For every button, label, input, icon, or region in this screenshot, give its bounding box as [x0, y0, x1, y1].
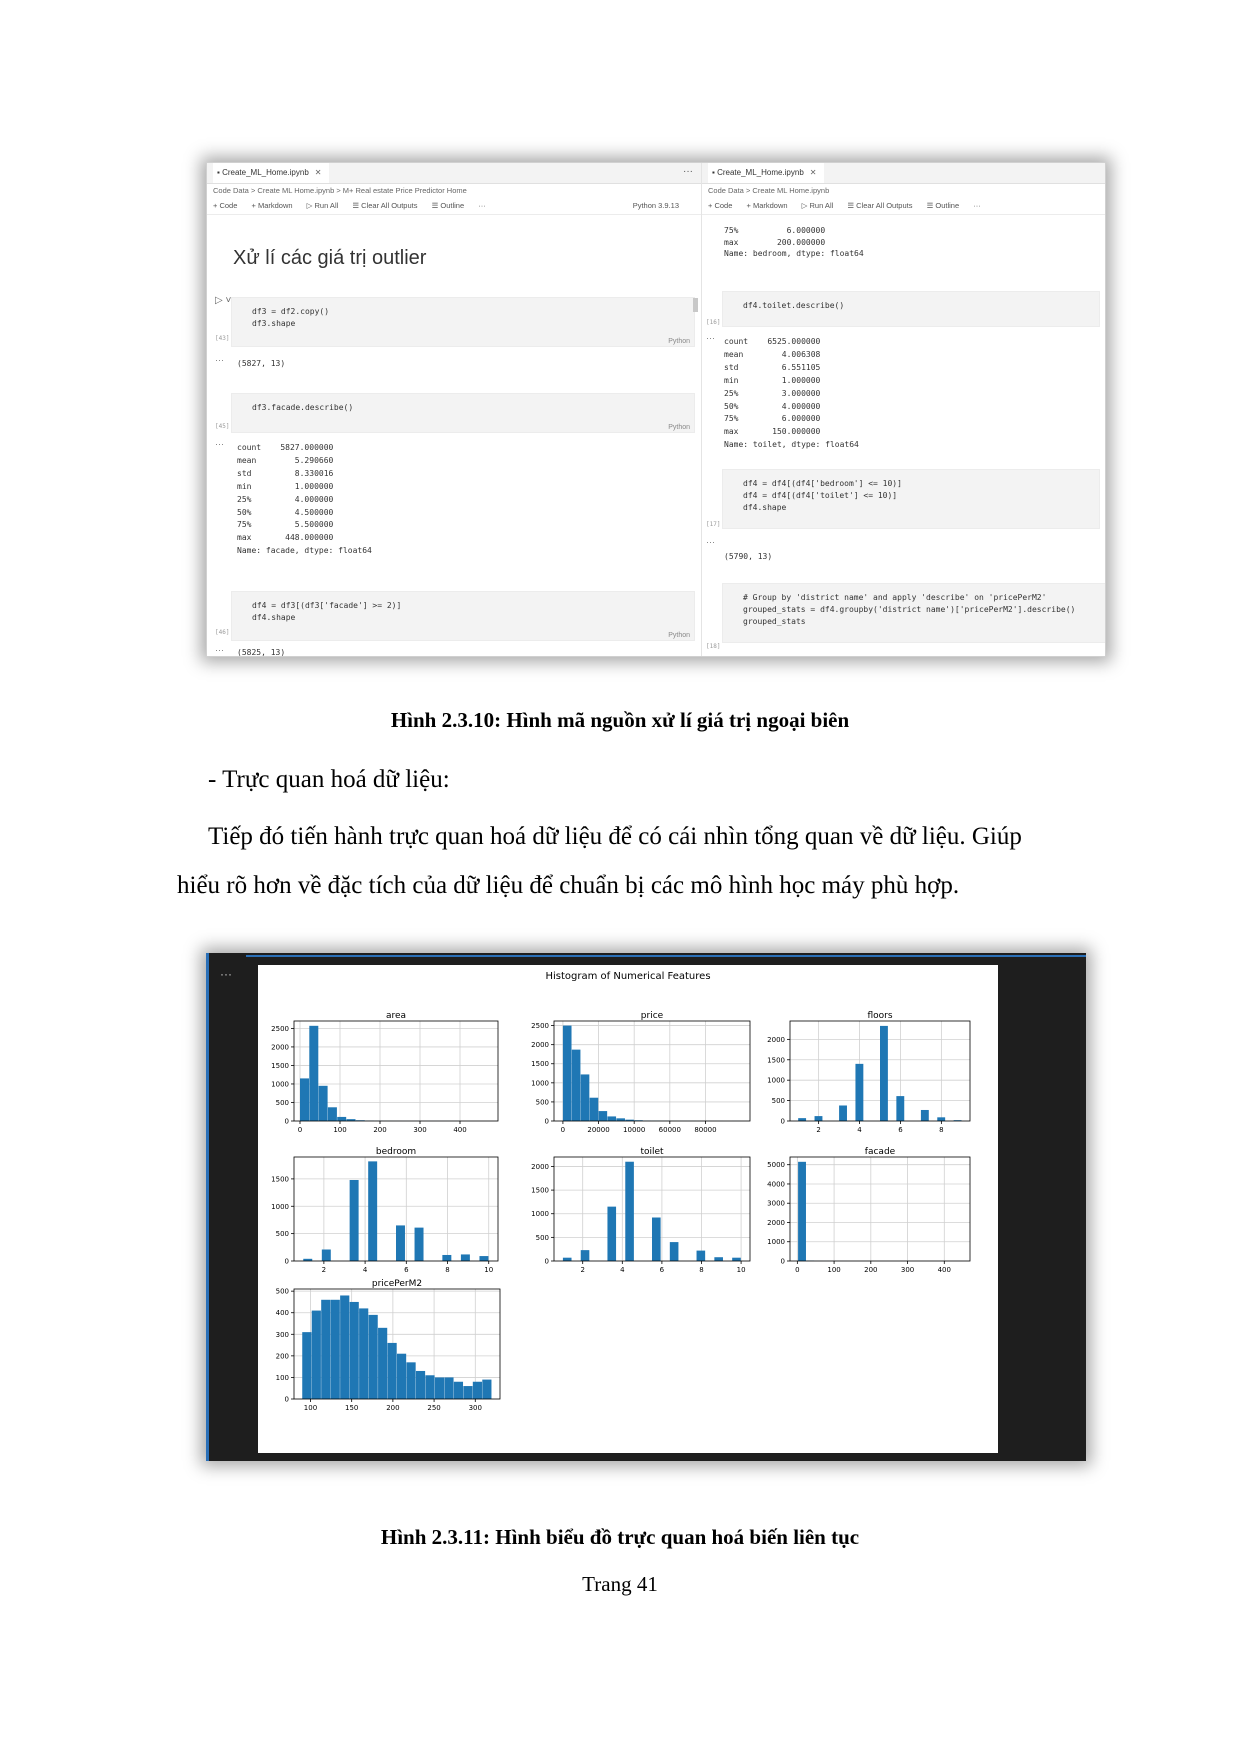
- cell-execution-count: [16]: [706, 319, 721, 326]
- cell-execution-count: [46]: [215, 629, 230, 636]
- histogram-bar: [378, 1328, 387, 1399]
- x-tick-label: 80000: [694, 1126, 717, 1134]
- x-tick-label: 6: [404, 1266, 409, 1274]
- x-tick-label: 100: [303, 1404, 318, 1412]
- histogram-bar: [896, 1096, 904, 1121]
- x-tick-label: 8: [699, 1266, 704, 1274]
- histogram-bar: [340, 1295, 349, 1399]
- histogram-bar: [839, 1105, 847, 1121]
- x-tick-label: 200: [373, 1126, 387, 1134]
- histogram-bar: [406, 1362, 415, 1399]
- y-tick-label: 2000: [531, 1162, 549, 1171]
- right-notebook-pane: [701, 163, 1106, 656]
- add-code-button[interactable]: + Code: [213, 201, 238, 210]
- outline-button[interactable]: ☰ Outline: [926, 201, 960, 210]
- y-tick-label: 1000: [531, 1210, 549, 1219]
- cell-execution-count: [17]: [706, 521, 721, 528]
- histogram-bar: [331, 1300, 340, 1399]
- histogram-bar: [302, 1332, 311, 1399]
- y-tick-label: 3000: [767, 1199, 785, 1208]
- page-number: Trang 41: [582, 1572, 658, 1596]
- x-tick-label: 4: [362, 1266, 368, 1274]
- run-all-button[interactable]: ▷ Run All: [801, 201, 834, 210]
- histogram-bar: [396, 1225, 405, 1261]
- histogram-bar: [319, 1086, 328, 1121]
- cell-code: # Group by 'district name' and apply 'describe' on 'pricePerM2' grouped_stats = df4.groupby('district name')['pricePerM2'].describe() grouped_stats: [743, 593, 1076, 626]
- histogram-bar: [479, 1256, 488, 1261]
- x-tick-label: 0: [297, 1126, 303, 1134]
- x-tick-label: 300: [900, 1266, 915, 1274]
- x-tick-label: 20000: [587, 1126, 610, 1134]
- histogram-bar: [714, 1257, 723, 1261]
- y-tick-label: 2000: [767, 1035, 785, 1044]
- histogram-bar: [697, 1251, 706, 1261]
- histogram-bar: [798, 1118, 806, 1121]
- y-tick-label: 500: [275, 1287, 289, 1296]
- histogram-bar: [921, 1110, 929, 1121]
- paragraph-line: Tiếp đó tiến hành trực quan hoá dữ liệu để có cái nhìn tổng quan về dữ liệu. Giúp: [208, 823, 1022, 850]
- add-code-button[interactable]: + Code: [708, 201, 733, 210]
- histogram-bar: [563, 1258, 572, 1261]
- y-tick-label: 1500: [531, 1186, 549, 1195]
- y-tick-label: 500: [275, 1230, 289, 1239]
- add-markdown-button[interactable]: + Markdown: [746, 201, 788, 210]
- histogram-bar: [454, 1382, 463, 1399]
- left-tab-title: Create_ML_Home.ipynb: [222, 168, 309, 177]
- code-cell[interactable]: [722, 583, 1106, 643]
- chart-title: Histogram of Numerical Features: [545, 971, 711, 982]
- y-tick-label: 1000: [271, 1080, 289, 1089]
- histogram-bar: [880, 1026, 888, 1121]
- subplot-title: floors: [867, 1011, 893, 1021]
- toolbar-more-button[interactable]: ···: [478, 201, 486, 210]
- histogram-bar: [359, 1308, 368, 1399]
- histogram-grid-chart: [258, 965, 998, 1453]
- x-tick-label: 2: [580, 1266, 585, 1274]
- x-tick-label: 400: [453, 1126, 467, 1134]
- x-tick-label: 60000: [658, 1126, 681, 1134]
- scrollbar-thumb[interactable]: [693, 298, 698, 312]
- cell-output: (5825, 13): [237, 648, 286, 656]
- histogram-bar: [350, 1302, 359, 1399]
- subplot-title: area: [385, 1011, 407, 1021]
- close-icon[interactable]: ✕: [809, 168, 817, 177]
- x-tick-label: 0: [560, 1126, 566, 1134]
- y-tick-label: 0: [544, 1117, 549, 1126]
- right-tab-bar: [702, 163, 1106, 184]
- histogram-bar: [321, 1300, 330, 1399]
- cell-language: Python: [668, 632, 690, 639]
- y-tick-label: 1500: [767, 1056, 785, 1065]
- histogram-bar: [415, 1228, 424, 1261]
- toolbar-more-button[interactable]: ···: [973, 201, 981, 210]
- right-notebook-toolbar: [702, 198, 1106, 215]
- outline-button[interactable]: ☰ Outline: [431, 201, 465, 210]
- x-tick-label: 300: [413, 1126, 427, 1134]
- cell-execution-count: [18]: [706, 643, 721, 650]
- subplot-title: pricePerM2: [371, 1279, 423, 1289]
- histogram-bar: [607, 1116, 616, 1121]
- output-ellipsis: ···: [215, 645, 224, 655]
- y-tick-label: 2500: [531, 1022, 549, 1031]
- histogram-bar: [815, 1116, 823, 1121]
- output-ellipsis: ···: [706, 537, 715, 547]
- x-tick-label: 400: [937, 1266, 951, 1274]
- histogram-bar: [435, 1377, 444, 1399]
- y-tick-label: 2000: [767, 1218, 785, 1227]
- cell-output: 75% 6.000000 max 200.000000 Name: bedroom, dtype: float64: [724, 226, 864, 258]
- cell-output: count 5827.000000 mean 5.290660 std 8.330016 min 1.000000 25% 4.000000 50% 4.500000 75% 5.500000 max 448.000000 Name: facade, dtype: float64: [237, 443, 372, 556]
- histogram-bar: [300, 1078, 309, 1121]
- y-tick-label: 2500: [271, 1024, 289, 1033]
- more-actions-icon[interactable]: ···: [683, 166, 693, 177]
- y-tick-label: 1000: [531, 1079, 549, 1088]
- y-tick-label: 5000: [767, 1161, 785, 1170]
- cell-focus-indicator: [206, 953, 209, 1461]
- y-tick-label: 500: [535, 1233, 549, 1242]
- y-tick-label: 300: [275, 1330, 289, 1339]
- y-tick-label: 400: [275, 1309, 289, 1318]
- y-tick-label: 1500: [531, 1060, 549, 1069]
- cell-code: df3.facade.describe(): [252, 403, 354, 412]
- add-markdown-button[interactable]: + Markdown: [251, 201, 293, 210]
- x-tick-label: 200: [386, 1404, 400, 1412]
- code-cell[interactable]: [231, 297, 695, 347]
- histogram-bar: [350, 1180, 359, 1261]
- code-cell[interactable]: [722, 469, 1100, 529]
- y-tick-label: 2000: [271, 1043, 289, 1052]
- cell-output: count 6525.000000 mean 4.006308 std 6.551105 min 1.000000 25% 3.000000 50% 4.000000 75% 6.000000 max 150.000000 Name: toilet, dtype: float64: [724, 337, 859, 450]
- histogram-bar: [581, 1074, 590, 1121]
- focus-border: [246, 955, 1086, 957]
- histogram-bar: [937, 1117, 945, 1121]
- clear-outputs-button[interactable]: ☰ Clear All Outputs: [847, 201, 913, 210]
- right-tab-title: Create_ML_Home.ipynb: [717, 168, 804, 177]
- figure-caption: Hình 2.3.10: Hình mã nguồn xử lí giá trị ngoại biên: [390, 708, 850, 732]
- cell-language: Python: [668, 424, 690, 431]
- y-tick-label: 0: [284, 1117, 289, 1126]
- histogram-bar: [309, 1026, 318, 1121]
- cell-code: df4.toilet.describe(): [743, 301, 845, 310]
- cell-output: (5827, 13): [237, 359, 286, 368]
- y-tick-label: 0: [544, 1257, 549, 1266]
- subplot-title: facade: [864, 1147, 896, 1157]
- left-notebook-pane: [207, 163, 701, 656]
- histogram-screenshot-figure: [206, 953, 1086, 1461]
- y-tick-label: 0: [284, 1395, 289, 1404]
- y-tick-label: 0: [284, 1257, 289, 1266]
- cell-language: Python: [668, 338, 690, 345]
- histogram-bar: [732, 1258, 741, 1261]
- y-tick-label: 1000: [767, 1076, 785, 1085]
- right-breadcrumb: Code Data > Create ML Home.ipynb: [708, 186, 830, 195]
- histogram-bar: [599, 1111, 608, 1121]
- left-notebook-tab[interactable]: [213, 163, 329, 183]
- figure-caption: Hình 2.3.11: Hình biểu đồ trực quan hoá biến liên tục: [380, 1525, 860, 1549]
- code-cell[interactable]: [231, 393, 695, 433]
- histogram-bar: [463, 1386, 472, 1399]
- output-ellipsis: ···: [215, 355, 224, 365]
- code-cell[interactable]: [231, 591, 695, 641]
- histogram-bar: [397, 1354, 406, 1399]
- y-tick-label: 1500: [271, 1175, 289, 1184]
- output-ellipsis: ···: [706, 333, 715, 343]
- y-tick-label: 1000: [767, 1238, 785, 1247]
- histogram-bar: [337, 1117, 346, 1121]
- y-tick-label: 1500: [271, 1061, 289, 1070]
- histogram-bar: [369, 1315, 378, 1399]
- x-tick-label: 250: [427, 1404, 441, 1412]
- histogram-bar: [670, 1242, 679, 1261]
- close-icon[interactable]: ✕: [314, 168, 322, 177]
- histogram-bar: [581, 1250, 590, 1261]
- x-tick-label: 150: [344, 1404, 359, 1412]
- output-ellipsis: ···: [215, 439, 224, 449]
- histogram-bar: [563, 1026, 572, 1121]
- histogram-bar: [312, 1311, 321, 1399]
- x-tick-label: 2: [816, 1126, 821, 1134]
- notebook-file-icon: ▪: [217, 168, 223, 177]
- y-tick-label: 2000: [531, 1041, 549, 1050]
- x-tick-label: 300: [468, 1404, 482, 1412]
- left-notebook-toolbar: [207, 198, 701, 215]
- cell-code: df3 = df2.copy() df3.shape: [252, 307, 330, 328]
- y-tick-label: 4000: [767, 1180, 785, 1189]
- code-screenshot-figure: [206, 162, 1106, 657]
- histogram-bar: [322, 1250, 331, 1261]
- left-breadcrumb: Code Data > Create ML Home.ipynb > M+ Real estate Price Predictor Home: [213, 186, 467, 195]
- x-tick-label: 6: [898, 1126, 903, 1134]
- histogram-bar: [388, 1343, 397, 1399]
- histogram-bar: [425, 1375, 434, 1399]
- right-notebook-tab[interactable]: [708, 163, 824, 183]
- histogram-bar: [368, 1161, 377, 1261]
- x-tick-label: 10000: [623, 1126, 646, 1134]
- histogram-bar: [572, 1050, 581, 1121]
- histogram-bar: [625, 1162, 634, 1261]
- x-tick-label: 100: [827, 1266, 841, 1274]
- histogram-bar: [473, 1382, 482, 1399]
- plot-canvas: [258, 965, 998, 1453]
- cell-code: df4 = df4[(df4['bedroom'] <= 10)] df4 = df4[(df4['toilet'] <= 10)] df4.shape: [743, 479, 902, 512]
- x-tick-label: 100: [333, 1126, 347, 1134]
- x-tick-label: 0: [795, 1266, 800, 1274]
- histogram-bar: [607, 1207, 616, 1261]
- y-tick-label: 0: [780, 1117, 785, 1126]
- subplot-title: toilet: [640, 1147, 664, 1157]
- histogram-bar: [590, 1098, 599, 1121]
- y-tick-label: 200: [275, 1352, 289, 1361]
- markdown-heading: Xử lí các giá trị outlier: [233, 247, 427, 269]
- axes-frame: [790, 1157, 970, 1261]
- histogram-bar: [652, 1218, 661, 1261]
- x-tick-label: 8: [445, 1266, 450, 1274]
- x-tick-label: 8: [939, 1126, 944, 1134]
- x-tick-label: 4: [857, 1126, 862, 1134]
- bullet-heading: - Trực quan hoá dữ liệu:: [208, 766, 450, 793]
- histogram-bar: [442, 1255, 451, 1261]
- cell-output: (5790, 13): [724, 552, 773, 561]
- cell-code: df4 = df3[(df3['facade'] >= 2)] df4.shape: [252, 601, 402, 622]
- histogram-bar: [616, 1118, 625, 1121]
- y-tick-label: 500: [275, 1098, 289, 1107]
- code-cell[interactable]: [722, 291, 1100, 327]
- histogram-bar: [798, 1162, 806, 1261]
- kernel-selector[interactable]: Python 3.9.13: [632, 201, 679, 210]
- subplot-title: price: [640, 1011, 664, 1021]
- run-all-button[interactable]: ▷ Run All: [306, 201, 339, 210]
- y-tick-label: 500: [771, 1097, 785, 1106]
- subplot-title: bedroom: [375, 1147, 417, 1157]
- notebook-file-icon: ▪: [712, 168, 718, 177]
- y-tick-label: 100: [275, 1373, 289, 1382]
- x-tick-label: 6: [659, 1266, 665, 1274]
- cell-execution-count: [43]: [215, 335, 230, 342]
- x-tick-label: 10: [736, 1266, 746, 1274]
- x-tick-label: 4: [620, 1266, 625, 1274]
- y-tick-label: 0: [780, 1257, 785, 1266]
- y-tick-label: 1000: [271, 1202, 289, 1211]
- paragraph-line: hiểu rõ hơn về đặc tích của dữ liệu để chuẩn bị các mô hình học máy phù hợp.: [177, 872, 960, 899]
- cell-execution-count: [45]: [215, 423, 230, 430]
- x-tick-label: 2: [321, 1266, 327, 1274]
- histogram-bar: [416, 1371, 425, 1399]
- more-actions-icon[interactable]: ···: [220, 967, 232, 981]
- y-tick-label: 500: [535, 1098, 549, 1107]
- clear-outputs-button[interactable]: ☰ Clear All Outputs: [352, 201, 418, 210]
- run-cell-icon[interactable]: ▷ ˅: [215, 295, 232, 306]
- histogram-bar: [328, 1107, 337, 1121]
- histogram-bar: [855, 1064, 863, 1121]
- histogram-bar: [461, 1254, 470, 1261]
- histogram-bar: [444, 1377, 453, 1399]
- x-tick-label: 200: [864, 1266, 878, 1274]
- left-tab-bar: [207, 163, 701, 184]
- x-tick-label: 10: [484, 1266, 494, 1274]
- histogram-bar: [482, 1380, 491, 1399]
